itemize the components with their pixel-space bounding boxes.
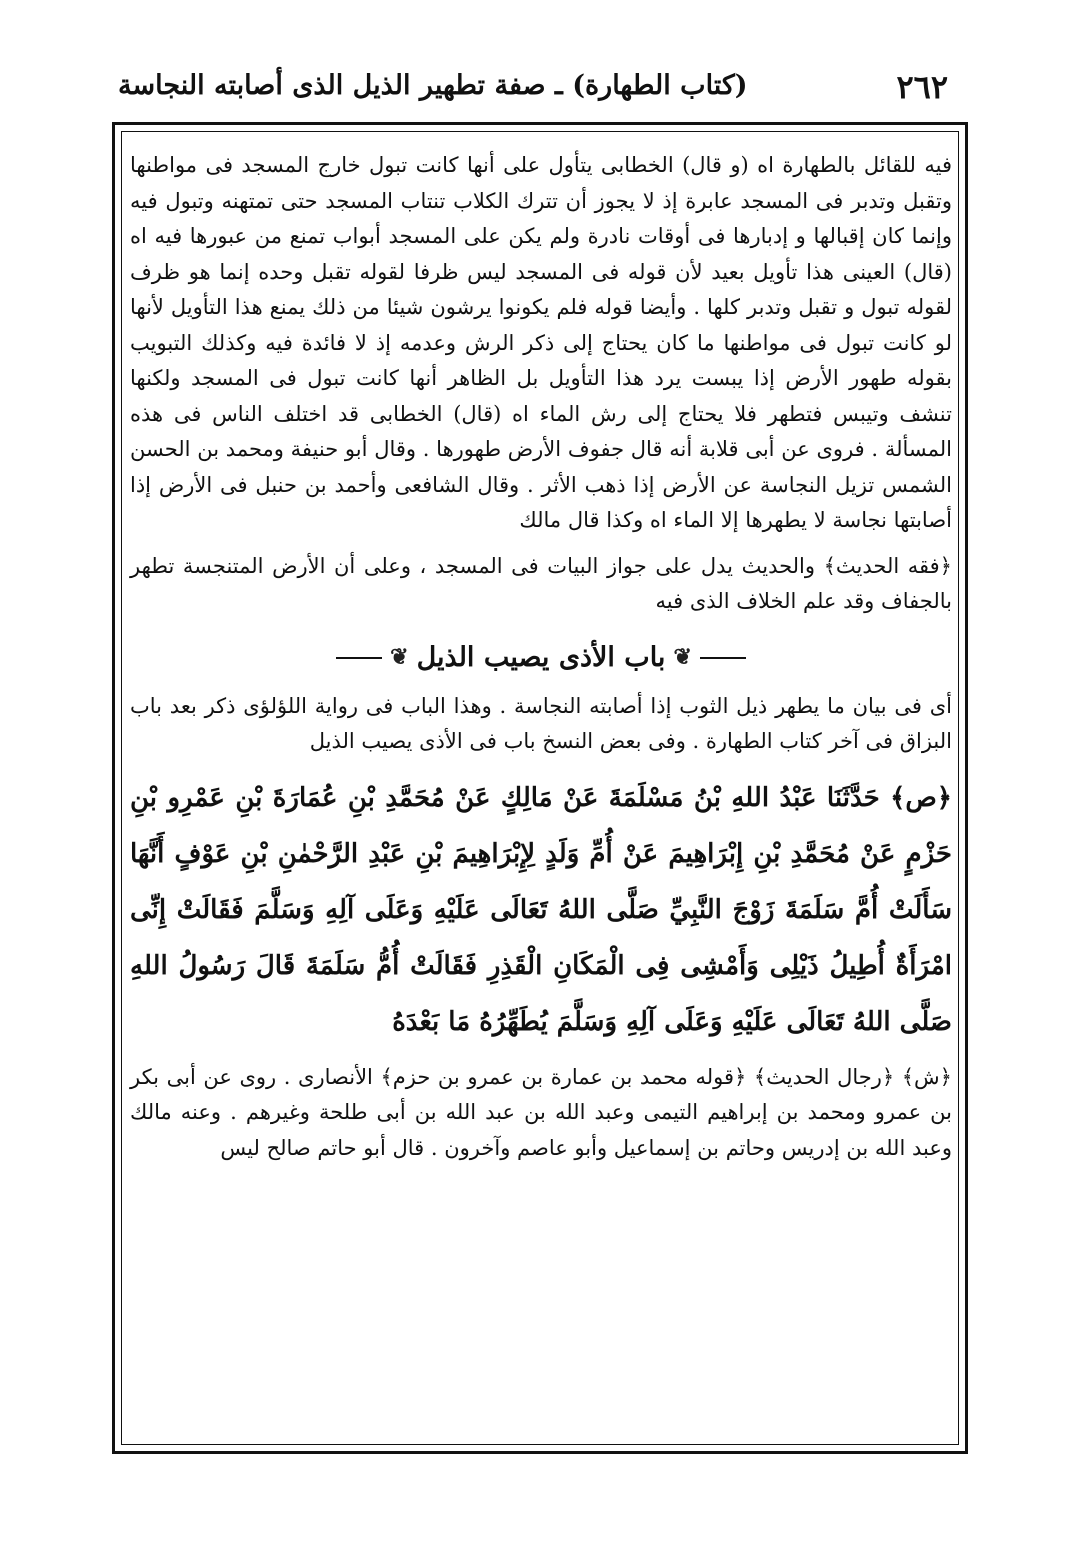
chapter-heading — [130, 642, 952, 673]
ornament-icon: ❦ — [673, 644, 692, 670]
page-body — [130, 148, 952, 1166]
heading-rule-left — [336, 657, 382, 659]
commentary-paragraph: فيه للقائل بالطهارة اه (و قال) الخطابى يتأول على أنها كانت تبول خارج المسجد فى مواطنها وتقبل وتدبر فى المسجد عابرة إذ لا يجوز أن تترك الكلاب تنتاب المسجد حتى تمتهنه وتبول فيه وإنما كان إقبالها و إدبارها فى أوقات نادرة ولم يكن على المسجد أبواب تمنع من عبورها فيه اه (قال) العينى هذا تأويل بعيد لأن قوله فى المسجد ليس ظرفا لقوله تقبل وحده إنما هو ظرف لقوله تبول و تقبل وتدبر كلها . وأيضا قوله فلم يكونوا يرشون شيئا من ذلك يمنع هذا التأويل لأنها لو كانت تبول فى مواطنها ما كان يحتاج إلى ذكر الرش وعدمه إذ لا فائدة فيه وكذلك التبويب بقوله طهور الأرض إذا يبست يرد هذا التأويل بل الظاهر أنها كانت تبول فى المسجد ولكنها تنشف وتيبس فتطهر فلا يحتاج إلى رش الماء اه (قال) الخطابى قد اختلف الناس فى هذه المسألة . فروى عن أبى قلابة أنه قال جفوف الأرض طهورها . وقال أبو حنيفة ومحمد بن الحسن الشمس تزيل النجاسة عن الأرض إذا ذهب الأثر . وقال الشافعى وأحمد بن حنبل فى الأرض إذا أصابتها نجاسة لا يطهرها إلا الماء اه وكذا قال مالك — [130, 153, 953, 532]
narrators-paragraph: ﴿ش﴾ ﴿رجال الحديث﴾ ﴿قوله محمد بن عمارة بن عمرو بن حزم﴾ الأنصارى . روى عن أبى بكر بن عمرو ومحمد بن إبراهيم التيمى وعبد الله بن عبد الله بن أبى طلحة وغيرهم . وعنه مالك وعبد الله بن إدريس وحاتم بن إسماعيل وأبو عاصم وآخرون . قال أبو حاتم صالح ليس — [130, 1064, 952, 1160]
heading-rule-right — [700, 657, 746, 659]
running-title: (كتاب الطهارة) ـ صفة تطهير الذيل الذى أصابته النجاسة — [118, 70, 748, 101]
page-header — [118, 64, 948, 114]
chapter-intro-paragraph: أى فى بيان ما يطهر ذيل الثوب إذا أصابته النجاسة . وهذا الباب فى رواية اللؤلؤى ذكر بعد باب البزاق فى آخر كتاب الطهارة . وفى بعض النسخ باب فى الأذى يصيب الذيل — [130, 693, 952, 753]
fiqh-paragraph: ﴿فقه الحديث﴾ والحديث يدل على جواز البيات فى المسجد ، وعلى أن الأرض المتنجسة تطهر بالجفاف وقد علم الخلاف الذى فيه — [130, 553, 952, 613]
hadith-text: ﴿ص﴾ حَدَّثَنَا عَبْدُ اللهِ بْنُ مَسْلَمَةَ عَنْ مَالِكٍ عَنْ مُحَمَّدِ بْنِ عُمَارَةَ بْنِ عَمْرِو بْنِ حَزْمٍ عَنْ مُحَمَّدِ بْنِ إِبْرَاهِيمَ عَنْ أُمِّ وَلَدٍ لِإِبْرَاهِيمَ بْنِ عَبْدِ الرَّحْمٰنِ بْنِ عَوْفٍ أَنَّهَا سَأَلَتْ أُمَّ سَلَمَةَ زَوْجَ النَّبِيِّ صَلَّى اللهُ تَعَالَى عَلَيْهِ وَعَلَى آلِهِ وَسَلَّمَ فَقَالَتْ إِنِّى امْرَأَةٌ أُطِيلُ ذَيْلِى وَأَمْشِى فِى الْمَكَانِ الْقَذِرِ فَقَالَتْ أُمُّ سَلَمَةَ قَالَ رَسُولُ اللهِ صَلَّى اللهُ تَعَالَى عَلَيْهِ وَعَلَى آلِهِ وَسَلَّمَ يُطَهِّرُهُ مَا بَعْدَهُ — [130, 782, 953, 1037]
page-number: ٢٦٢ — [896, 68, 948, 106]
chapter-heading-text: باب الأذى يصيب الذيل — [416, 641, 666, 673]
ornament-icon: ❦ — [390, 644, 409, 670]
